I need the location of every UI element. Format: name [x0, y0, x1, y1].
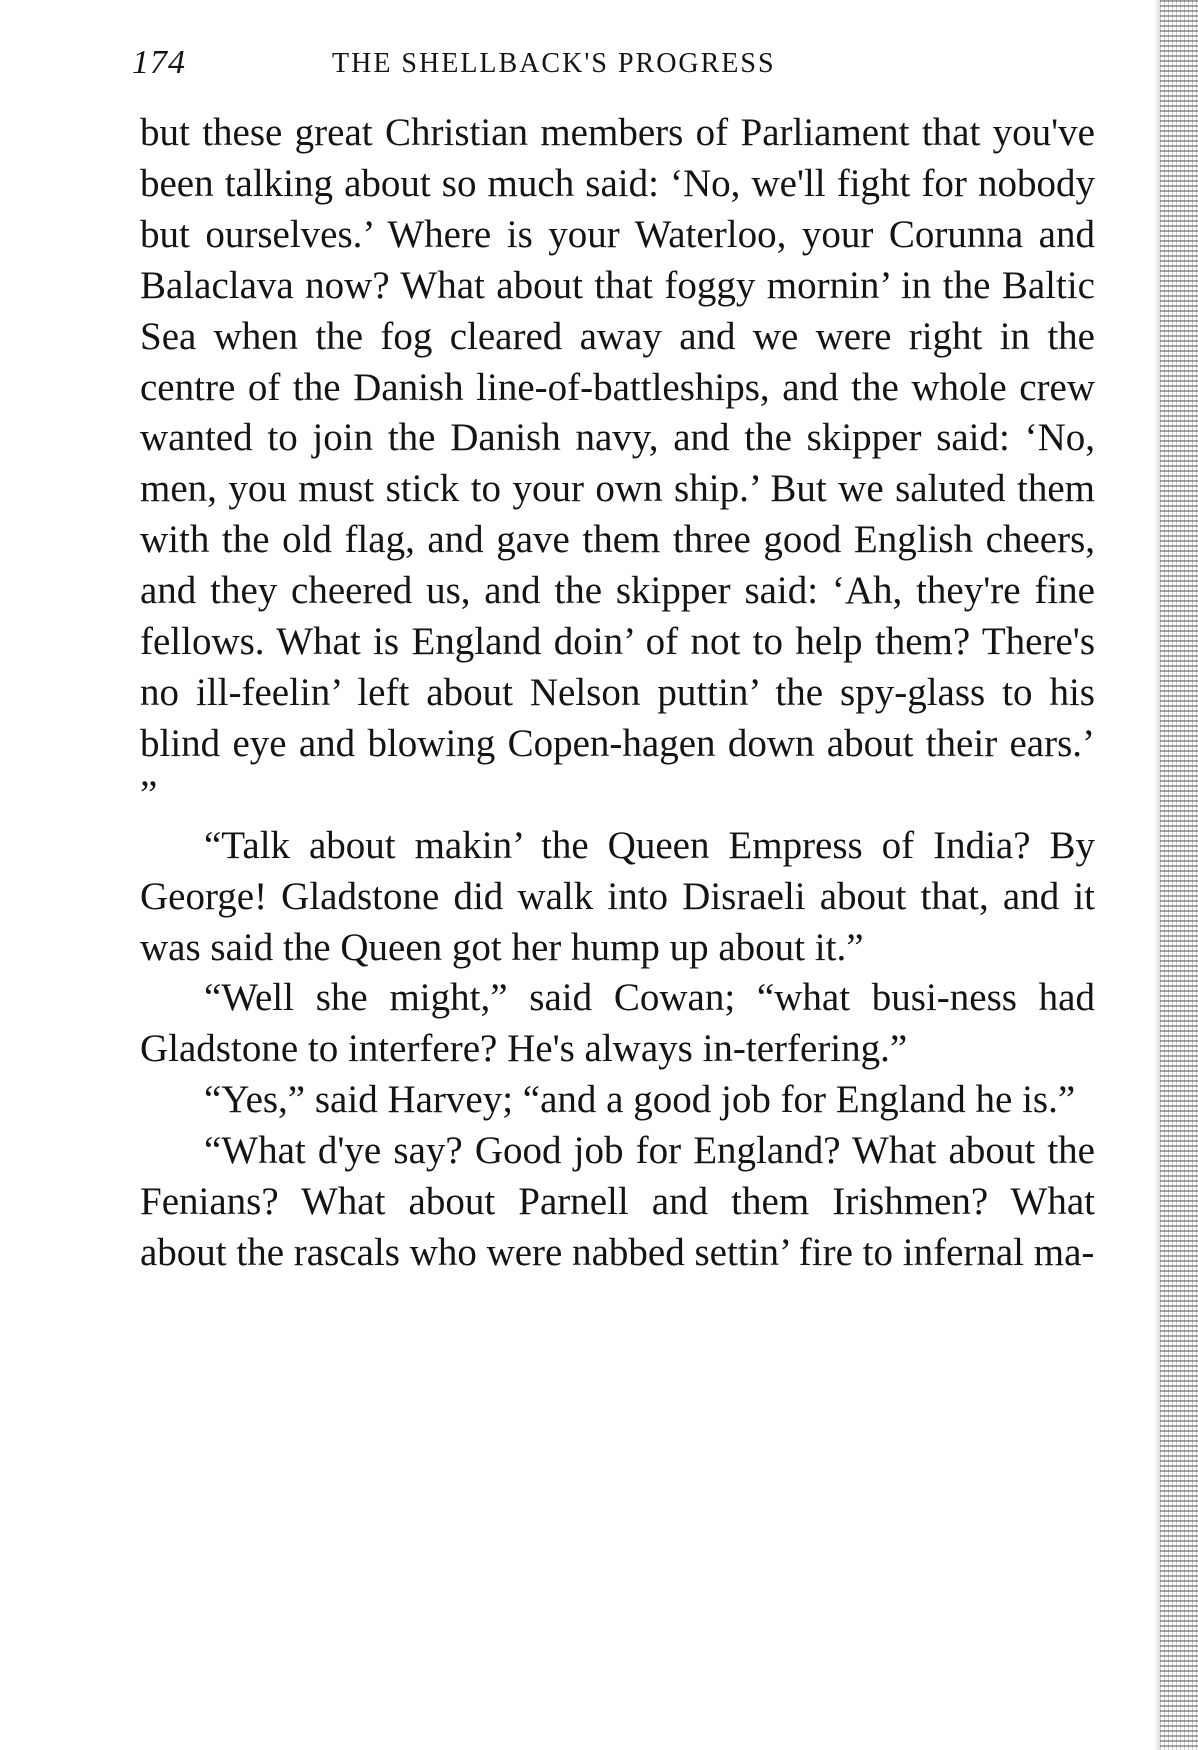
paragraph-queen-empress: “Talk about makin’ the Queen Empress of India? By George! Gladstone did walk into Disraeli about that, and it was said the Queen got her hump up about it.” — [140, 823, 1095, 969]
paragraph-continuation: but these great Christian members of Parliament that you've been talking about so much said: ‘No, we'll fight for nobody but ourselves.’ Where is your Waterloo, your Corunna and Balaclava now? What about that foggy mornin’ in the Baltic Sea when the fog cleared away and we were right in the centre of the Danish line-of-battleships, and the whole crew wanted to join the Danish navy, and the skipper said: ‘No, men, you must stick to your own ship.’ But we saluted them with the old flag, and gave them three good English cheers, and they cheered us, and the skipper said: ‘Ah, they're fine fellows. What is England doin’ of not to help them? There's no ill-feelin’ left about Nelson puttin’ the spy-glass to his blind eye and blowing Copen-hagen down about their ears.’ ” — [140, 111, 1095, 816]
binding-gutter — [1160, 0, 1198, 1750]
paragraph-fenians: “What d'ye say? Good job for England? What about the Fenians? What about Parnell and them Irishmen? What about the rascals who were nabbed settin’ fire to infernal ma- — [140, 1129, 1095, 1274]
page-number: 174 — [132, 44, 186, 81]
paragraph-harvey: “Yes,” said Harvey; “and a good job for England he is.” — [204, 1078, 1076, 1122]
body-text — [140, 108, 1095, 1279]
paragraph-cowan: “Well she might,” said Cowan; “what busi-ness had Gladstone to interfere? He's always in-terfering.” — [140, 976, 1095, 1071]
page-header — [132, 44, 912, 96]
running-title: THE SHELLBACK'S PROGRESS — [332, 48, 776, 79]
